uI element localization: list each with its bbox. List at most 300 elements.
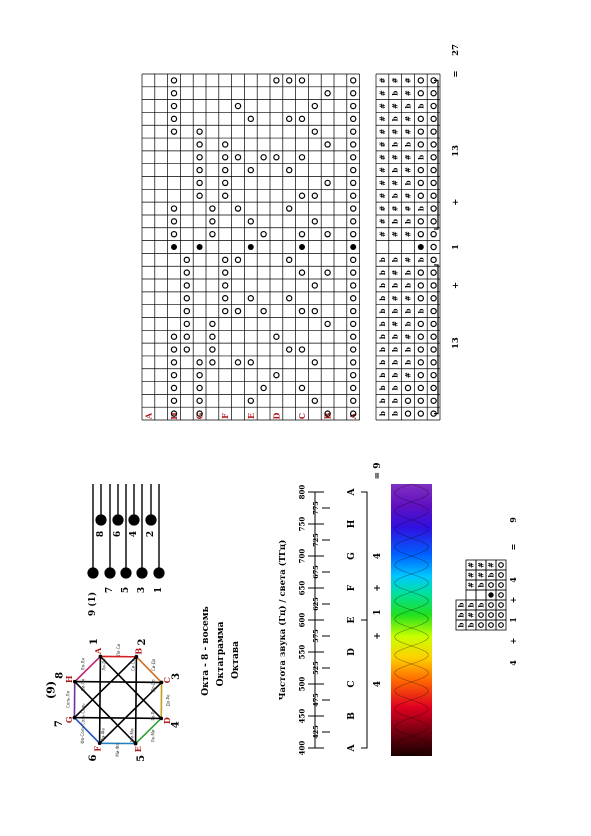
acc-grid-symbol (431, 103, 436, 108)
acc-grid-symbol: # (377, 192, 387, 199)
acc-grid-symbol: b (390, 411, 400, 417)
segment-note: Ля-Си (115, 643, 121, 657)
big-grid-symbol (351, 193, 356, 198)
octagon-edge (75, 656, 101, 681)
acc-grid-symbol: b (377, 347, 387, 352)
big-grid-symbol (171, 103, 176, 108)
big-grid-symbol (184, 257, 189, 262)
pin-dot (136, 567, 147, 578)
acc-grid-symbol (431, 142, 436, 147)
big-grid-symbol (287, 296, 292, 301)
acc-grid-symbol: # (377, 90, 387, 97)
acc-grid-symbol (431, 244, 436, 249)
big-grid-row-label: E (245, 412, 256, 420)
acc-grid-symbol (418, 334, 423, 339)
big-grid-symbol (351, 103, 356, 108)
vertex-number: 2 (137, 638, 149, 646)
big-grid-symbol (312, 360, 317, 365)
pin-dot (145, 514, 156, 525)
big-grid-sum-term: 27 (451, 44, 461, 56)
tick-label-minor: 625 (312, 597, 320, 611)
acc-grid-symbol (431, 116, 436, 121)
group-term: 1 (373, 609, 383, 616)
acc-grid-symbol: b (403, 347, 413, 352)
segment-note: Си-До (151, 658, 157, 672)
big-grid-symbol (197, 244, 203, 250)
small-grid-symbol: # (476, 562, 486, 568)
acc-grid-symbol (405, 411, 410, 416)
caption-okta: Окта - 8 - восемь (201, 606, 211, 696)
acc-grid-symbol: b (390, 282, 400, 288)
vertex-letter: G (63, 716, 74, 724)
caption-block (201, 606, 241, 695)
tick-label-minor: 525 (312, 661, 320, 675)
acc-grid-symbol: # (377, 231, 387, 238)
pin-dot (153, 567, 164, 578)
pin-dot (87, 567, 98, 578)
tick-label-major: 600 (297, 612, 307, 628)
small-grid-cell (476, 610, 486, 620)
acc-grid-symbol (418, 142, 423, 147)
caption-octave: Октава (231, 641, 241, 679)
note-letter: H (347, 519, 357, 529)
big-grid-symbol (171, 347, 176, 352)
pin-label: 3 (137, 586, 147, 594)
vertex-letter: D (161, 717, 172, 725)
small-grid-symbol (489, 613, 494, 618)
big-grid-sum-term: + (451, 281, 461, 290)
vertex-note: Ля-Ля (101, 658, 107, 671)
small-grid-cell (466, 590, 476, 600)
big-grid-symbol (184, 283, 189, 288)
acc-grid-symbol (418, 193, 423, 198)
small-grid-symbol (499, 613, 504, 618)
pin-label: 7 (105, 586, 115, 594)
acc-grid-symbol: # (390, 128, 400, 135)
vertex-number: 6 (87, 754, 99, 762)
big-grid-symbol (184, 270, 189, 275)
big-grid-sum-term: + (451, 198, 461, 206)
big-grid-symbol (171, 334, 176, 339)
acc-grid-symbol: b (390, 398, 400, 404)
acc-grid-symbol: b (390, 334, 400, 340)
note-letter: A (347, 488, 357, 496)
note-letter: B (347, 712, 357, 720)
big-grid-symbol (248, 116, 253, 121)
acc-grid-symbol: b (390, 167, 400, 173)
acc-grid-symbol: b (390, 372, 400, 378)
small-grid-symbol: # (466, 612, 476, 618)
segment-note: Соль-Ля (65, 691, 71, 709)
pin-label: 5 (121, 586, 131, 594)
frequency-result: = 9 (373, 462, 383, 480)
acc-grid-symbol: # (390, 320, 400, 327)
vertex-note: Си-Си (130, 658, 136, 672)
acc-grid-symbol (431, 168, 436, 173)
small-grid-cell (476, 590, 486, 600)
group-term: + (373, 584, 383, 592)
acc-grid-symbol: # (403, 295, 413, 302)
big-grid-symbol (248, 360, 253, 365)
acc-grid-symbol: # (377, 103, 387, 109)
big-grid-symbol (325, 91, 330, 96)
small-grid-symbol: b (456, 622, 466, 628)
acc-grid-symbol: # (403, 128, 413, 135)
big-grid-symbol (197, 168, 202, 173)
big-grid-sum-term: 1 (451, 244, 461, 250)
vertex-number: 7 (54, 720, 66, 728)
big-grid-row-label: D (271, 412, 282, 420)
tick-label-minor: 725 (312, 533, 320, 547)
big-grid-symbol (210, 360, 215, 365)
tick-label-minor: 425 (312, 725, 320, 739)
acc-grid-symbol (418, 296, 423, 301)
big-grid-symbol (210, 347, 215, 352)
tick-label-major: 800 (297, 484, 307, 500)
pin-dot (120, 567, 131, 578)
note-letter: E (347, 616, 357, 624)
octagram (45, 638, 182, 762)
vertex-note: До-До (150, 679, 156, 693)
small-grid-symbol: b (456, 602, 466, 608)
pin-label: 6 (113, 530, 123, 538)
big-grid-symbol (210, 219, 215, 224)
acc-grid-symbol (431, 206, 436, 211)
big-grid-symbol (312, 219, 317, 224)
acc-grid-symbol: # (377, 154, 387, 161)
acc-grid-symbol (431, 155, 436, 160)
big-grid-symbol (299, 347, 304, 352)
small-grid-symbol: b (486, 572, 496, 578)
big-grid-symbol (261, 155, 266, 160)
big-grid-symbol (351, 232, 356, 237)
big-grid-symbol (248, 219, 253, 224)
big-grid-symbol (197, 180, 202, 185)
vertex-letter: B (133, 647, 144, 655)
big-grid-symbol (184, 321, 189, 326)
big-grid-symbol (351, 168, 356, 173)
tick-label-major: 750 (297, 516, 307, 532)
note-letter: F (347, 584, 357, 592)
acc-grid-symbol: b (377, 411, 387, 417)
big-grid-symbol (223, 155, 228, 160)
pin-label: 2 (146, 530, 156, 538)
small-grid-cell (476, 620, 486, 630)
big-grid-symbol (299, 116, 304, 121)
big-grid-symbol (197, 385, 202, 390)
big-grid-symbol (184, 308, 189, 313)
small-grid-cell (496, 600, 506, 610)
big-grid-symbol (351, 180, 356, 185)
big-grid-symbol (299, 232, 304, 237)
small-grid-sum-term: 1 (508, 617, 518, 623)
acc-grid-symbol: b (377, 270, 387, 276)
acc-grid-symbol (418, 411, 423, 416)
acc-grid-symbol (418, 360, 423, 365)
acc-grid-symbol: b (403, 308, 413, 314)
big-note-grid (142, 44, 461, 420)
tick-label-major: 400 (297, 740, 307, 756)
big-grid-row-label: A (143, 412, 154, 420)
acc-grid-symbol (418, 373, 423, 378)
acc-grid-symbol: b (416, 206, 426, 212)
acc-grid-symbol (418, 91, 423, 96)
acc-grid-symbol: b (390, 116, 400, 122)
acc-grid-symbol: b (403, 270, 413, 276)
big-grid-symbol (351, 373, 356, 378)
small-grid-symbol (479, 623, 484, 628)
small-grid-symbol (499, 583, 504, 588)
big-grid-symbol (312, 308, 317, 313)
big-grid-symbol (248, 296, 253, 301)
pin-dot (128, 514, 139, 525)
big-grid-symbol (287, 116, 292, 121)
big-grid-symbol (223, 308, 228, 313)
octagon-edge (136, 657, 161, 683)
big-grid-symbol (351, 129, 356, 134)
acc-grid-symbol: # (377, 77, 387, 84)
segment-note: До-Ре (165, 694, 171, 707)
acc-grid-symbol: b (377, 385, 387, 391)
acc-grid-symbol: # (390, 231, 400, 238)
tick-label-major: 700 (297, 548, 307, 564)
bracket-right (361, 492, 367, 620)
big-grid-symbol (171, 219, 176, 224)
vertex-number: 4 (170, 721, 182, 729)
big-grid-symbol (248, 398, 253, 403)
big-grid-symbol (197, 360, 202, 365)
big-grid-symbol (351, 334, 356, 339)
acc-grid-symbol: # (377, 218, 387, 225)
small-grid-symbol: # (486, 562, 496, 568)
small-grid-cell (486, 600, 496, 610)
big-grid-symbol (248, 244, 254, 250)
acc-grid-symbol: # (403, 77, 413, 84)
big-grid-symbol (210, 206, 215, 211)
acc-grid-symbol: b (377, 398, 387, 404)
tick-label-major: 450 (297, 708, 307, 724)
big-grid-symbol (223, 283, 228, 288)
small-grid-cell (496, 560, 506, 570)
acc-grid-symbol (431, 385, 436, 390)
big-grid-symbol (287, 78, 292, 83)
acc-grid-symbol: # (377, 128, 387, 135)
big-grid-symbol (171, 78, 176, 83)
acc-grid-symbol: b (390, 347, 400, 352)
big-grid-symbol (197, 155, 202, 160)
acc-grid-symbol (418, 219, 423, 224)
tick-label-minor: 675 (312, 565, 320, 579)
acc-grid-symbol: b (390, 308, 400, 314)
big-grid-symbol (171, 129, 176, 134)
note-letter: A (347, 744, 357, 752)
big-grid-symbol (171, 206, 176, 211)
big-grid-symbol (223, 193, 228, 198)
acc-grid-symbol: b (403, 218, 413, 224)
big-grid-symbol (350, 244, 356, 250)
vertex-note: Ре-Ре (150, 709, 156, 721)
small-grid-symbol (499, 593, 504, 598)
big-grid-symbol (235, 103, 240, 108)
small-grid-symbol (499, 623, 504, 628)
acc-grid-symbol (405, 385, 410, 390)
small-grid-cell (496, 620, 506, 630)
acc-grid-symbol: b (390, 385, 400, 391)
acc-grid-symbol: # (377, 115, 387, 122)
acc-grid-symbol (418, 129, 423, 134)
big-grid-symbol (223, 168, 228, 173)
acc-grid-symbol: # (390, 179, 400, 186)
big-grid-symbol (351, 321, 356, 326)
big-grid-symbol (312, 129, 317, 134)
note-letter: D (347, 648, 357, 656)
big-grid-symbol (351, 270, 356, 275)
acc-grid-symbol: # (403, 115, 413, 122)
acc-grid-symbol: b (403, 103, 413, 109)
big-grid-symbol (325, 232, 330, 237)
vertex-number: 3 (170, 672, 182, 680)
big-grid-symbol (287, 347, 292, 352)
big-grid-symbol (351, 155, 356, 160)
big-grid-symbol (299, 244, 305, 250)
acc-grid-symbol: b (416, 154, 426, 160)
acc-grid-symbol: # (377, 205, 387, 212)
acc-grid-symbol: b (390, 359, 400, 365)
big-grid-symbol (223, 296, 228, 301)
big-grid-symbol (351, 78, 356, 83)
note-letter: C (347, 680, 357, 688)
vertex-dot (99, 655, 103, 659)
acc-grid-symbol (431, 232, 436, 237)
octagon-edge (136, 718, 162, 743)
acc-grid-symbol: # (403, 231, 413, 238)
big-grid-symbol (351, 347, 356, 352)
big-grid-symbol (171, 244, 177, 250)
pin-dot (112, 514, 123, 525)
segment-note: Фа-Соль (79, 726, 85, 744)
big-grid-symbol (325, 270, 330, 275)
small-grid-symbol (489, 623, 494, 628)
small-note-grid (456, 517, 518, 666)
big-grid-symbol (235, 155, 240, 160)
acc-grid-symbol (418, 168, 423, 173)
acc-grid-symbol: # (403, 205, 413, 212)
acc-grid-symbol (431, 308, 436, 313)
tick-label-minor: 575 (312, 629, 320, 643)
segment-note: Ми-Фа (115, 743, 121, 757)
big-grid-sum-term: 13 (451, 337, 461, 350)
acc-grid-symbol (405, 398, 410, 403)
big-grid-symbol (171, 398, 176, 403)
acc-grid-symbol: b (416, 257, 426, 263)
acc-grid-symbol (431, 219, 436, 224)
vertex-note: Си-Ля (80, 679, 86, 692)
acc-grid-symbol: # (403, 333, 413, 340)
big-grid-symbol (287, 206, 292, 211)
small-grid-cell (486, 620, 496, 630)
big-grid-symbol (184, 296, 189, 301)
acc-grid-symbol (431, 296, 436, 301)
small-grid-cell (496, 610, 506, 620)
vertex-letter: H (64, 675, 75, 684)
small-grid-symbol: b (466, 622, 476, 628)
acc-grid-symbol: b (377, 282, 387, 288)
small-grid-symbol (499, 603, 504, 608)
acc-grid-symbol: # (403, 167, 413, 174)
small-grid-sum-term: 4 (508, 660, 518, 666)
big-grid-row-label: F (220, 413, 231, 419)
vertex-number: 1 (88, 638, 100, 646)
acc-grid-symbol: # (403, 256, 413, 263)
acc-grid-symbol (418, 270, 423, 275)
segment-note: Ре-Ми (150, 729, 156, 742)
acc-grid-symbol (431, 360, 436, 365)
big-grid-symbol (171, 91, 176, 96)
acc-grid-symbol: # (390, 269, 400, 276)
acc-grid-symbol: b (390, 218, 400, 224)
big-grid-symbol (184, 347, 189, 352)
big-grid-symbol (261, 385, 266, 390)
spectrum-bar (391, 484, 432, 756)
acc-grid-symbol: b (377, 257, 387, 263)
acc-grid-symbol: # (377, 179, 387, 186)
big-grid-symbol (351, 116, 356, 121)
acc-grid-symbol (431, 180, 436, 185)
big-grid-row-label: B (322, 412, 333, 420)
acc-grid-symbol (431, 321, 436, 326)
small-grid-cell (486, 580, 496, 590)
acc-grid-symbol: # (390, 205, 400, 212)
big-grid-symbol (287, 257, 292, 262)
acc-grid-symbol: b (403, 321, 413, 327)
small-grid-symbol (499, 573, 504, 578)
big-grid-symbol (351, 296, 356, 301)
acc-grid-symbol (418, 398, 423, 403)
big-grid-symbol (312, 283, 317, 288)
big-grid-symbol (235, 257, 240, 262)
big-grid-row-label: A (348, 412, 359, 420)
acc-grid-symbol: # (403, 192, 413, 199)
big-grid-symbol (351, 398, 356, 403)
acc-grid-symbol (418, 283, 423, 288)
big-grid-symbol (325, 142, 330, 147)
big-grid-symbol (351, 142, 356, 147)
acc-grid-symbol: # (377, 167, 387, 174)
small-grid-cell (496, 570, 506, 580)
frequency-title: Частота звука (Гц) / света (ТГц) (278, 539, 288, 701)
acc-grid-symbol: b (403, 282, 413, 288)
big-grid-symbol (287, 168, 292, 173)
big-grid-symbol (261, 232, 266, 237)
pin-label: 9 (1) (88, 591, 98, 617)
big-grid-symbol (351, 257, 356, 262)
small-grid-cell (496, 580, 506, 590)
big-grid-symbol (197, 129, 202, 134)
big-grid-symbol (351, 308, 356, 313)
big-grid-symbol (274, 78, 279, 83)
acc-grid-symbol (431, 334, 436, 339)
small-grid-sum-term: 9 (508, 517, 518, 523)
big-grid-symbol (184, 334, 189, 339)
big-grid-symbol (312, 103, 317, 108)
big-grid-symbol (274, 155, 279, 160)
pin-label: 4 (129, 530, 139, 538)
small-grid-symbol: b (456, 612, 466, 618)
acc-grid-symbol: b (403, 359, 413, 365)
note-letter: G (347, 552, 357, 560)
acc-grid-symbol: # (403, 154, 413, 161)
big-grid-symbol (299, 193, 304, 198)
